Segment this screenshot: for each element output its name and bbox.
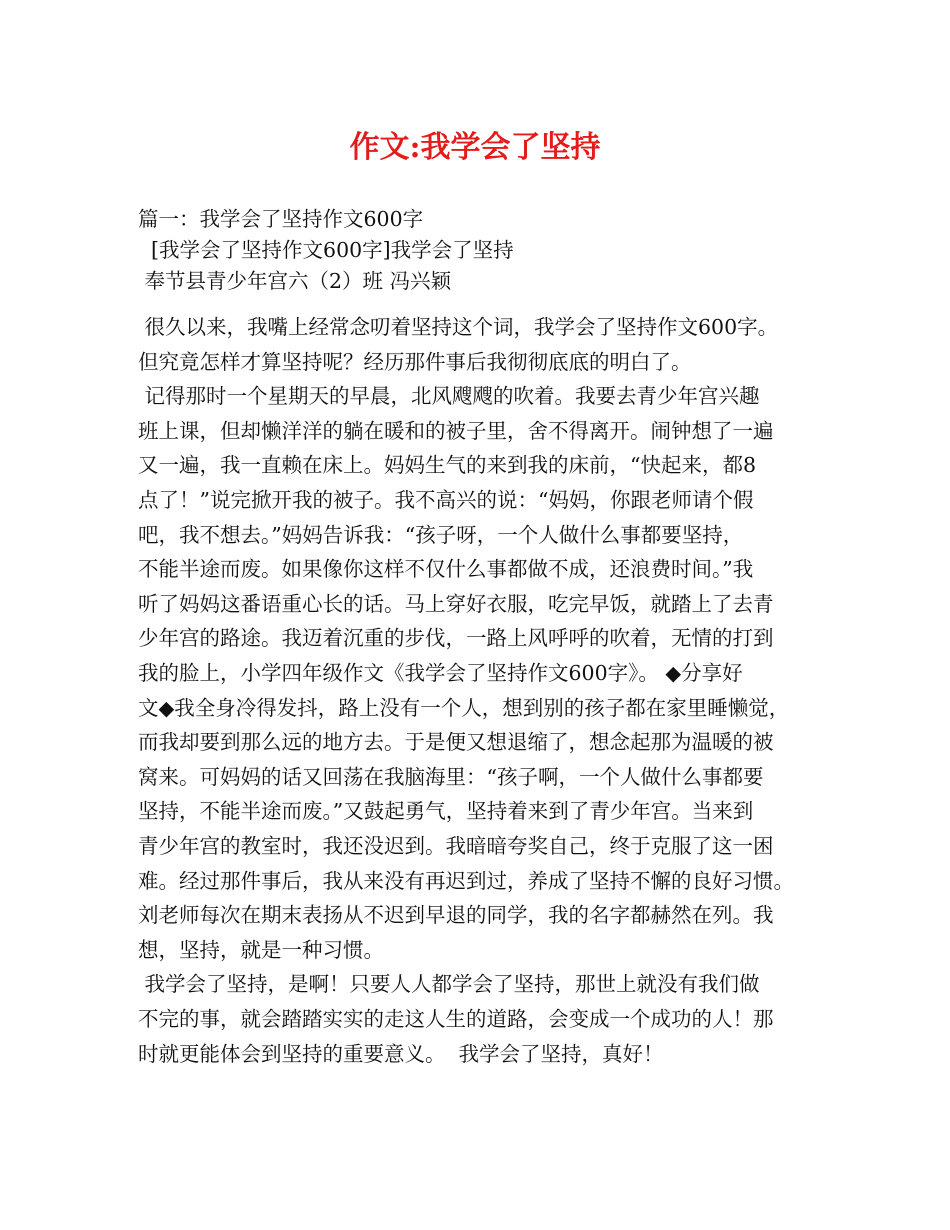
paragraph-line: 点了！”说完掀开我的被子。我不高兴的说：“妈妈，你跟老师请个假 <box>138 488 754 512</box>
paragraph-line: 吧，我不想去。”妈妈告诉我：“孩子呀，一个人做什么事都要坚持， <box>138 522 744 547</box>
paragraph-line: 记得那时一个星期天的早晨，北风飕飕的吹着。我要去青少年宫兴趣 <box>138 384 760 409</box>
paragraph-line: 文◆我全身冷得发抖，路上没有一个人，想到别的孩子都在家里睡懒觉， <box>138 695 790 720</box>
paragraph-line: 很久以来，我嘴上经常念叨着坚持这个词，我学会了坚持作文600字。 <box>138 315 779 339</box>
paragraph-line: 我学会了坚持，是啊！只要人人都学会了坚持，那世上就没有我们做 <box>138 972 760 997</box>
paragraph-line: 听了妈妈这番语重心长的话。马上穿好衣服，吃完早饭，就踏上了去青 <box>138 591 774 616</box>
paragraph-line: 窝来。可妈妈的话又回荡在我脑海里：“孩子啊，一个人做什么事都要 <box>138 764 764 789</box>
paragraph-line: 不能半途而废。如果像你这样不仅什么事都做不成，还浪费时间。”我 <box>138 557 754 582</box>
paragraph-line: 但究竟怎样才算坚持呢？经历那件事后我彻彻底底的明白了。 <box>138 349 692 374</box>
paragraph-line: 坚持，不能半途而废。”又鼓起勇气，坚持着来到了青少年宫。当来到 <box>138 799 754 824</box>
header-line: 篇一：我学会了坚持作文600字 <box>138 207 424 231</box>
paragraph-line: 青少年宫的教室时，我还没迟到。我暗暗夸奖自己，终于克服了这一困 <box>138 834 774 858</box>
header-line: 奉节县青少年宫六（2）班 冯兴颖 <box>138 269 452 293</box>
paragraph-line: 时就更能体会到坚持的重要意义。 我学会了坚持，真好！ <box>138 1041 664 1066</box>
paragraph-line: 班上课，但却懒洋洋的躺在暖和的被子里，舍不得离开。闹钟想了一遍 <box>138 418 774 443</box>
paragraph-line: 又一遍，我一直赖在床上。妈妈生气的来到我的床前，“快起来，都8 <box>138 453 757 478</box>
document-title: 作文:我学会了坚持 <box>349 130 601 165</box>
paragraph-line: 少年宫的路途。我迈着沉重的步伐，一路上风呼呼的吹着，无情的打到 <box>138 626 774 651</box>
paragraph-line: 刘老师每次在期末表扬从不迟到早退的同学，我的名字都赫然在列。我 <box>138 903 774 928</box>
header-line: [我学会了坚持作文600字]我学会了坚持 <box>138 238 514 262</box>
paragraph-line: 不完的事，就会踏踏实实的走这人生的道路，会变成一个成功的人！那 <box>138 1007 774 1031</box>
paragraph-line: 想，坚持，就是一种习惯。 <box>138 937 384 962</box>
paragraph-line: 而我却要到那么远的地方去。于是便又想退缩了，想念起那为温暖的被 <box>138 730 774 755</box>
paragraph-line: 难。经过那件事后，我从来没有再迟到过，养成了坚持不懈的良好习惯。 <box>138 868 794 893</box>
paragraph-line: 我的脸上，小学四年级作文《我学会了坚持作文600字》。 ◆分享好 <box>138 661 743 685</box>
